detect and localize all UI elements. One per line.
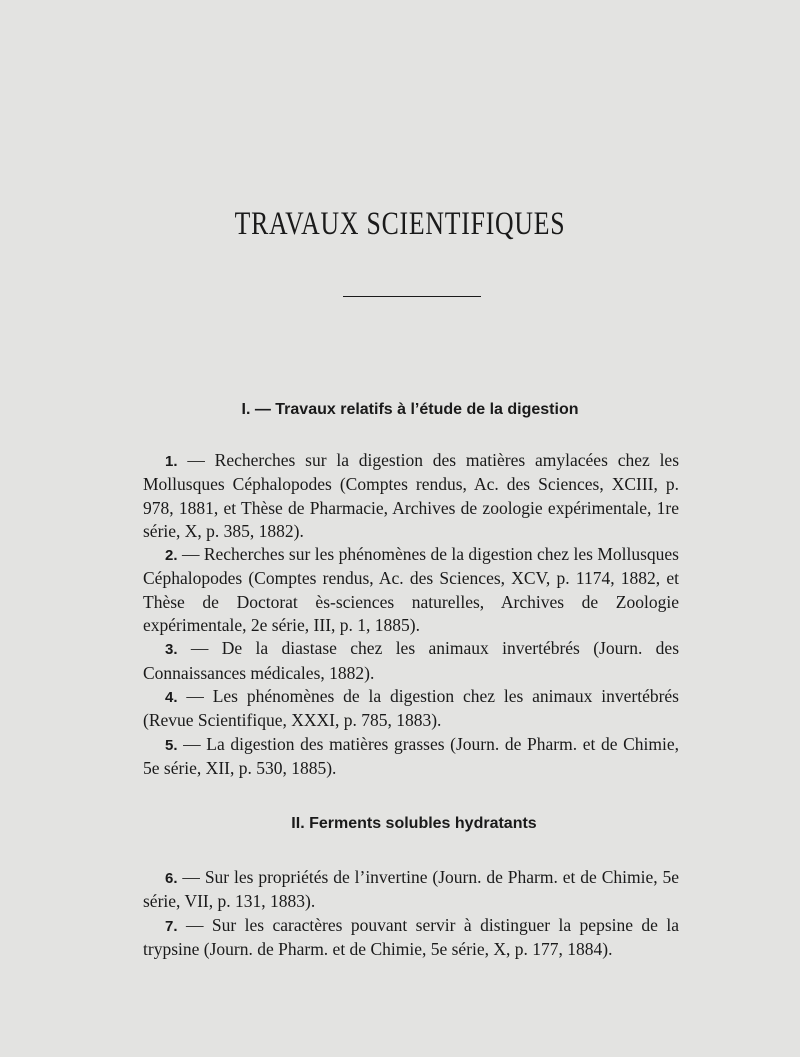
entry-text: — Recherches sur la digestion des matières amylacées chez les Mollusques Céphalopodes (Comptes rendus, Ac. des Sciences, XCIII, p. 978, 1881, et Thèse de Pharmacie, Archives de zoologie expérimentale, 1re série, X, p. 385, 1882). xyxy=(143,450,680,541)
page-title: TRAVAUX SCIENTIFIQUES xyxy=(234,206,566,242)
entry-text: — Sur les caractères pouvant servir à distinguer la pepsine de la trypsine (Journ. de Pharm. et de Chimie, 5e série, X, p. 177, 1884). xyxy=(143,914,680,959)
entry-text: — Sur les propriétés de l’invertine (Journ. de Pharm. et de Chimie, 5e série, VII, p. 131, 1883). xyxy=(143,867,680,912)
entry-text: — Recherches sur les phénomènes de la digestion chez les Mollusques Céphalopodes (Comptes rendus, Ac. des Sciences, XCV, p. 1174, 1882, et Thèse de Doctorat ès-sciences naturelles, Archives de Zoologie expérimentale, 2e série, III, p. 1, 1885). xyxy=(143,544,679,636)
entry-7 xyxy=(143,914,679,962)
entry-text: — De la diastase chez les animaux invertébrés (Journ. des Connaissances médicales, 1882). xyxy=(143,638,680,683)
title-divider xyxy=(343,296,481,297)
section-heading-1: I. — Travaux relatifs à l’étude de la digestion xyxy=(241,401,579,418)
entry-number: 6. xyxy=(165,870,178,887)
entry-number: 4. xyxy=(165,688,178,706)
entry-2 xyxy=(143,543,679,637)
entry-number: 7. xyxy=(165,917,178,935)
entry-number: 5. xyxy=(165,736,178,754)
entry-number: 2. xyxy=(165,547,178,565)
entry-number: 3. xyxy=(165,641,178,659)
entry-text: — Les phénomènes de la digestion chez les animaux invertébrés (Revue Scientifique, XXXI, p. 785, 1883). xyxy=(143,685,679,731)
entry-text: — La digestion des matières grasses (Journ. de Pharm. et de Chimie, 5e série, XII, p. 530, 1885). xyxy=(143,733,679,778)
entry-5 xyxy=(143,733,679,781)
section-2-entries xyxy=(143,866,679,961)
section-heading-2: II. Ferments solubles hydratants xyxy=(291,815,537,832)
entry-1 xyxy=(143,449,679,543)
entry-number: 1. xyxy=(165,453,178,470)
section-1-entries xyxy=(143,449,679,780)
entry-3 xyxy=(143,637,679,685)
entry-6 xyxy=(143,866,679,914)
entry-4 xyxy=(143,685,679,733)
